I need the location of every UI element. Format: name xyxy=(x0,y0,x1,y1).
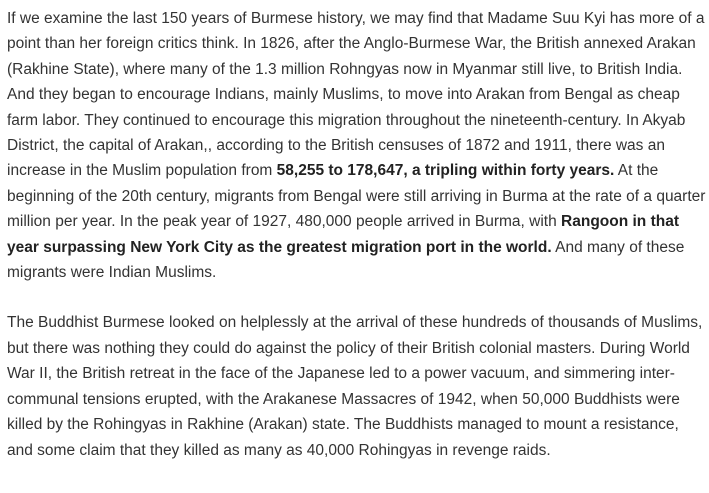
paragraph-ww2 xyxy=(7,310,707,462)
paragraph-text: If we examine the last 150 years of Burmese history, we may find that Madame Suu Kyi has more of a point than her foreign critics think. In 1826, after the Anglo-Burmese War, the British annexed Arakan (Rakhine State), where many of the 1.3 million Rohngyas now in Myanmar still live, to British India. And they began to encourage Indians, mainly Muslims, to move into Arakan from Bengal as cheap farm labor. They continued to encourage this migration throughout the nineteenth-century. In Akyab District, the capital of Arakan,, according to the British censuses of 1872 and 1911, there was an increase in the Muslim population from xyxy=(7,10,705,180)
paragraph-text: The Buddhist Burmese looked on helplessly at the arrival of these hundreds of thousands of Muslims, but there was nothing they could do against the policy of their British colonial masters. During World War II, the British retreat in the face of the Japanese led to a power vacuum, and simmering inter-communal tensions erupted, with the Arakanese Massacres of 1942, when 50,000 Buddhists were killed by the Rohingyas in Rakhine (Arakan) state. The Buddhists managed to mount a resistance, and some claim that they killed as many as 40,000 Rohingyas in revenge raids. xyxy=(7,314,703,459)
paragraph-history xyxy=(7,6,707,285)
emphasis-population-increase: 58,255 to 178,647, a tripling within forty years. xyxy=(276,162,615,180)
emphasis-rangoon-migration-port: Rangoon in that year surpassing New York City as the greatest migration port in the world. xyxy=(7,213,679,256)
paragraph-text: At the beginning of the 20th century, migrants from Bengal were still arriving in Burma at the rate of a quarter million per year. In the peak year of 1927, 480,000 people arrived in Burma, with xyxy=(7,162,706,231)
paragraph-text: And many of these migrants were Indian Muslims. xyxy=(7,238,685,282)
